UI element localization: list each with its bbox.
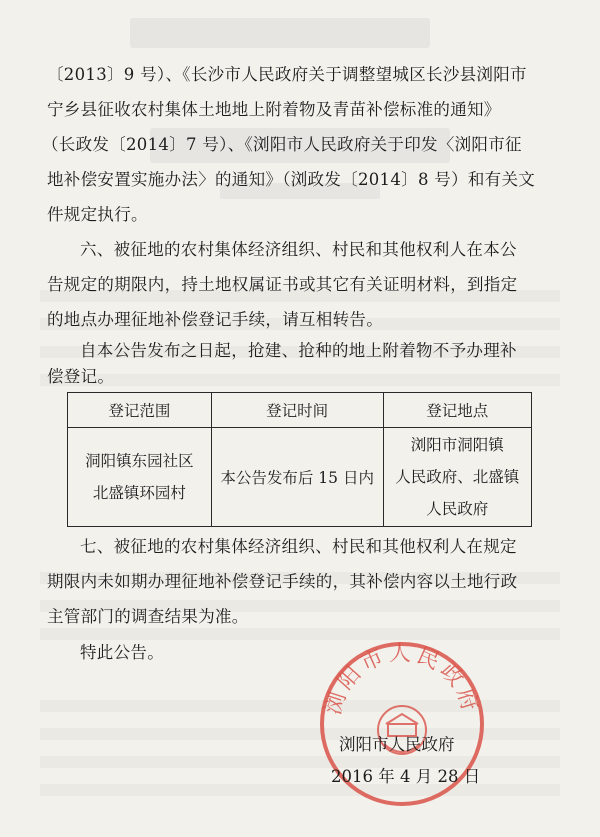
table-header-row: [68, 393, 532, 428]
body-line: 主管部门的调查结果为准。: [47, 607, 249, 626]
section-seven-line: 七、被征地的农村集体经济组织、村民和其他权利人在规定: [80, 537, 517, 556]
place-cell: [383, 428, 532, 527]
place-line: 人民政府、北盛镇: [395, 468, 520, 486]
body-line: 期限内未如期办理征地补偿登记手续的，其补偿内容以土地行政: [47, 572, 518, 591]
svg-text:浏阳市人民政府: [321, 641, 483, 717]
section-six-line: 六、被征地的农村集体经济组织、村民和其他权利人在本公: [80, 240, 517, 259]
place-line: 人民政府: [426, 500, 489, 518]
body-line: 件规定执行。: [47, 205, 148, 224]
body-line: 宁乡县征收农村集体土地地上附着物及青苗补偿标准的通知》: [47, 100, 501, 119]
scope-line: 北盛镇环园村: [92, 484, 186, 502]
seal-text: 浏阳市人民政府: [320, 641, 484, 718]
body-line: 告规定的期限内，持土地权属证书或其它有关证明材料，到指定: [47, 275, 518, 294]
signoff-date: 2016 年 4 月 28 日: [331, 767, 481, 786]
body-line: 地补偿安置实施办法〉的通知》（浏政发〔2014〕8 号）和有关文: [47, 170, 536, 189]
closing-line: 特此公告。: [80, 643, 164, 662]
signoff-org: 浏阳市人民政府: [339, 735, 455, 754]
scope-line: 洞阳镇东园社区: [85, 452, 194, 470]
body-line: 的地点办理征地补偿登记手续，请互相转告。: [47, 310, 383, 329]
place-line: 浏阳市洞阳镇: [410, 436, 504, 454]
notice-line: 自本公告发布之日起，抢建、抢种的地上附着物不予办理补: [80, 341, 517, 360]
table-row: [68, 428, 532, 527]
header-place: 登记地点: [383, 393, 532, 428]
body-line: 〔2013〕9 号）、《长沙市人民政府关于调整望城区长沙县浏阳市: [47, 65, 527, 84]
scope-cell: [68, 428, 212, 527]
body-line: （长政发〔2014〕7 号）、《浏阳市人民政府关于印发〈浏阳市征: [42, 135, 522, 154]
registration-table: [67, 392, 532, 527]
time-cell: 本公告发布后 15 日内: [211, 428, 383, 527]
header-scope: 登记范围: [68, 393, 212, 428]
body-line: 偿登记。: [47, 367, 115, 386]
header-time: 登记时间: [211, 393, 383, 428]
